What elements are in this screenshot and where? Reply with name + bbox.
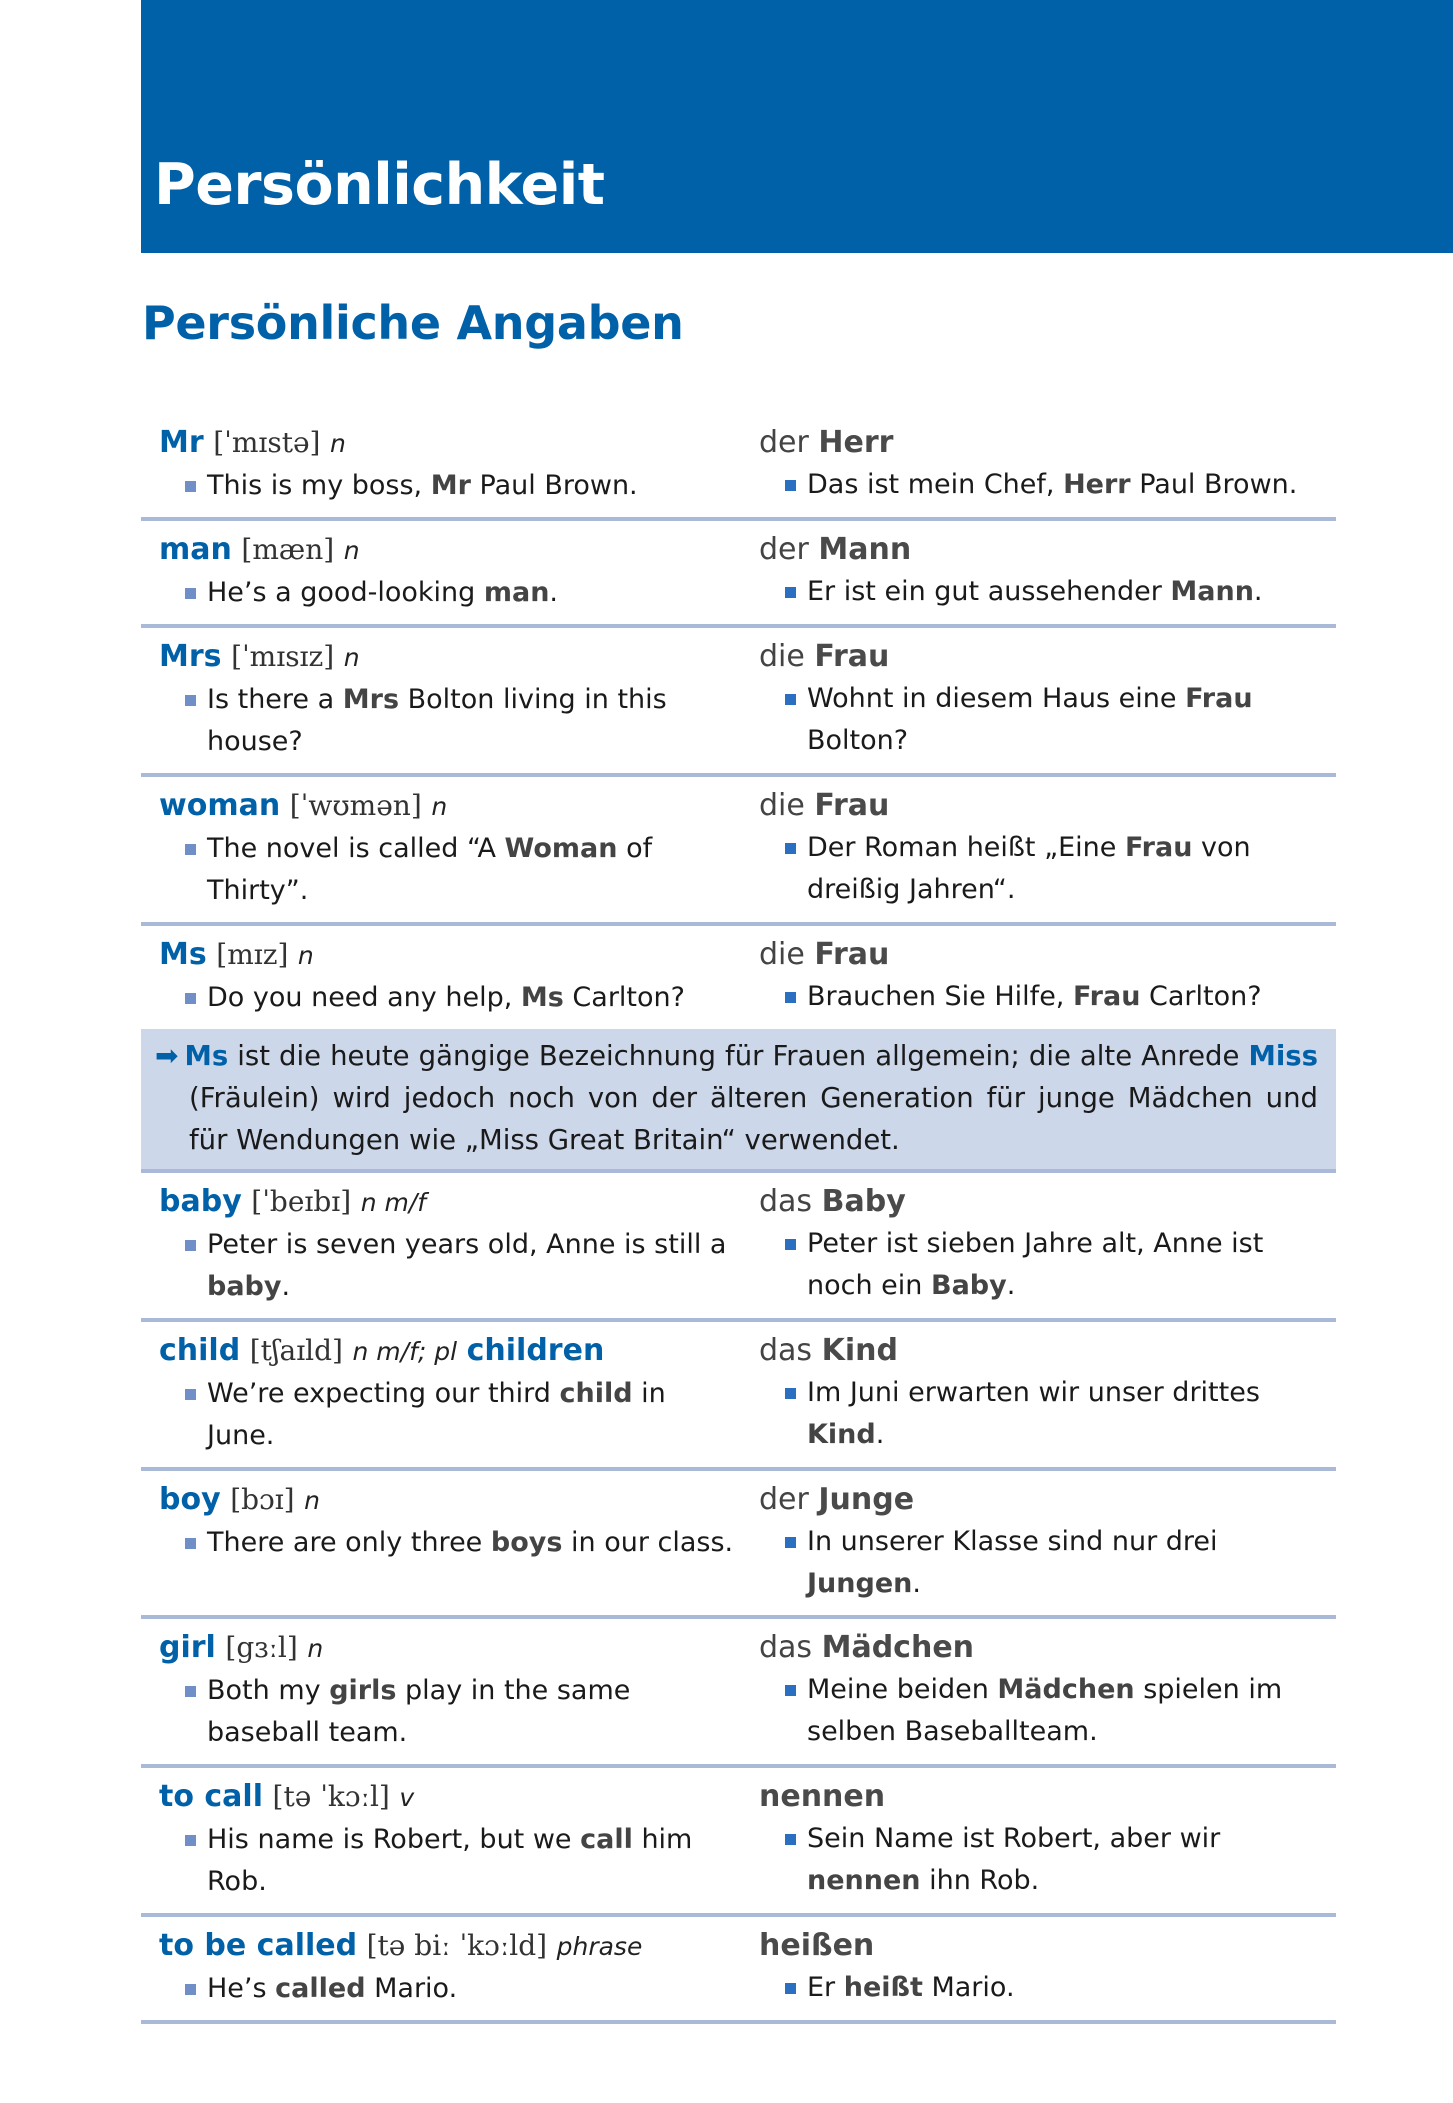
headword: baby: [159, 1184, 242, 1219]
example-sentence: Do you need any help, Ms Carlton?: [207, 982, 685, 1013]
german-column: [751, 422, 1336, 507]
bullet-icon: [185, 844, 196, 855]
pronunciation: [mæn]: [241, 533, 335, 566]
bullet-icon: [785, 1983, 796, 1994]
example-sentence: There are only three boys in our class.: [207, 1527, 734, 1558]
translation: Herr: [818, 425, 894, 460]
translation: Mann: [818, 532, 912, 567]
part-of-speech: n: [304, 1486, 321, 1515]
translation: heißen: [759, 1928, 875, 1963]
example-sentence: Both my girls play in the same baseball team.: [207, 1675, 631, 1748]
usage-note: [141, 1029, 1336, 1173]
headword: Ms: [159, 937, 207, 972]
bullet-icon: [785, 1834, 796, 1845]
pronunciation: [ˈmɪstə]: [213, 426, 321, 459]
bullet-icon: [785, 1537, 796, 1548]
example-translation: Er heißt Mario.: [807, 1972, 1015, 2003]
note-keyword: Ms: [184, 1040, 229, 1072]
vocab-entry: [141, 414, 1336, 521]
translation: Baby: [821, 1184, 906, 1219]
english-column: [141, 636, 751, 763]
part-of-speech: n: [431, 792, 448, 821]
translation: Mädchen: [821, 1630, 975, 1665]
plural-form: children: [466, 1333, 605, 1368]
bullet-icon: [785, 1239, 796, 1250]
headword: Mrs: [159, 639, 222, 674]
translation: Kind: [821, 1333, 898, 1368]
vocab-entry: [141, 628, 1336, 777]
headword: Mr: [159, 425, 204, 460]
bullet-icon: [785, 843, 796, 854]
english-column: [141, 1479, 751, 1605]
german-column: [751, 636, 1336, 763]
note-text: ist die heute gängige Bezeichnung für Frauen allgemein; die alte Anrede: [228, 1040, 1249, 1072]
section-title: Persönliche Angaben: [142, 296, 684, 350]
pronunciation: [mɪz]: [216, 938, 289, 971]
german-column: [751, 1925, 1336, 2010]
vocab-entry: [141, 1322, 1336, 1471]
english-column: [141, 529, 751, 614]
bullet-icon: [185, 1538, 196, 1549]
example-translation: Er ist ein gut aussehender Mann.: [807, 576, 1263, 607]
german-column: [751, 1330, 1336, 1457]
vocab-entry: [141, 1471, 1336, 1619]
vocab-entry: [141, 777, 1336, 926]
headword: girl: [159, 1630, 216, 1665]
part-of-speech: n: [307, 1634, 324, 1663]
article: das: [759, 1630, 813, 1665]
german-column: [751, 785, 1336, 912]
translation: Junge: [818, 1482, 915, 1517]
part-of-speech: phrase: [556, 1932, 643, 1961]
arrow-right-icon: ➡: [155, 1039, 179, 1072]
example-sentence: He’s a good-looking man.: [207, 577, 559, 608]
example-translation: In unserer Klasse sind nur drei Jungen.: [807, 1526, 1218, 1599]
example-translation: Das ist mein Chef, Herr Paul Brown.: [807, 469, 1298, 500]
example-sentence: His name is Robert, but we call him Rob.: [207, 1824, 693, 1897]
bullet-icon: [785, 1388, 796, 1399]
vocab-entry: [141, 1768, 1336, 1917]
english-column: [141, 934, 751, 1019]
article: das: [759, 1333, 813, 1368]
example-sentence: We’re expecting our third child in June.: [207, 1378, 666, 1451]
headword: child: [159, 1333, 241, 1368]
example-translation: Brauchen Sie Hilfe, Frau Carlton?: [807, 981, 1262, 1012]
english-column: [141, 1181, 751, 1308]
bullet-icon: [785, 480, 796, 491]
vocabulary-list: [141, 414, 1336, 2024]
bullet-icon: [185, 695, 196, 706]
bullet-icon: [785, 992, 796, 1003]
english-column: [141, 1330, 751, 1457]
headword: to call: [159, 1779, 263, 1814]
example-sentence: Is there a Mrs Bolton living in this house?: [207, 684, 667, 757]
example-translation: Meine beiden Mädchen spielen im selben Baseballteam.: [807, 1674, 1283, 1747]
bullet-icon: [785, 694, 796, 705]
part-of-speech: n: [297, 941, 314, 970]
example-translation: Der Roman heißt „Eine Frau von dreißig Jahren“.: [807, 832, 1251, 905]
chapter-title: Persönlichkeit: [154, 152, 605, 218]
article: die: [759, 937, 805, 972]
part-of-speech: n m/f; pl: [352, 1337, 458, 1366]
part-of-speech: n m/f: [360, 1188, 427, 1217]
pronunciation: [ˈbeɪbɪ]: [251, 1185, 352, 1218]
german-column: [751, 1776, 1336, 1903]
example-translation: Wohnt in diesem Haus eine Frau Bolton?: [807, 683, 1253, 756]
vocab-entry: [141, 1619, 1336, 1768]
german-column: [751, 934, 1336, 1019]
bullet-icon: [185, 588, 196, 599]
article: der: [759, 425, 809, 460]
english-column: [141, 785, 751, 912]
translation: Frau: [814, 937, 890, 972]
english-column: [141, 422, 751, 507]
example-translation: Im Juni erwarten wir unser drittes Kind.: [807, 1377, 1260, 1450]
example-translation: Sein Name ist Robert, aber wir nennen ihn Rob.: [807, 1823, 1221, 1896]
article: das: [759, 1184, 813, 1219]
pronunciation: [bɔɪ]: [230, 1483, 295, 1516]
bullet-icon: [185, 1984, 196, 1995]
english-column: [141, 1925, 751, 2010]
bullet-icon: [185, 993, 196, 1004]
article: die: [759, 639, 805, 674]
pronunciation: [ˈmɪsɪz]: [231, 640, 335, 673]
german-column: [751, 1627, 1336, 1754]
bullet-icon: [185, 481, 196, 492]
translation: nennen: [759, 1779, 886, 1814]
headword: boy: [159, 1482, 221, 1517]
german-column: [751, 1479, 1336, 1605]
chapter-banner: [141, 0, 1453, 253]
headword: to be called: [159, 1928, 358, 1963]
part-of-speech: v: [399, 1783, 415, 1812]
article: der: [759, 1482, 809, 1517]
bullet-icon: [185, 1389, 196, 1400]
article: die: [759, 788, 805, 823]
pronunciation: [tʃaɪld]: [249, 1334, 343, 1367]
bullet-icon: [785, 1685, 796, 1696]
example-sentence: He’s called Mario.: [207, 1973, 458, 2004]
pronunciation: [tə biː ˈkɔːld]: [366, 1929, 548, 1962]
vocab-entry: [141, 1917, 1336, 2024]
note-text: (Fräulein) wird jedoch noch von der älteren Generation für junge Mädchen und für Wendungen wie „Miss Great Britain“ verwendet.: [189, 1082, 1318, 1156]
pronunciation: [ˈwʊmən]: [289, 789, 422, 822]
translation: Frau: [814, 788, 890, 823]
english-column: [141, 1627, 751, 1754]
part-of-speech: n: [330, 429, 346, 458]
note-keyword: Miss: [1248, 1040, 1318, 1072]
example-sentence: This is my boss, Mr Paul Brown.: [207, 470, 638, 501]
example-sentence: The novel is called “A Woman of Thirty”.: [207, 833, 653, 906]
vocab-entry: [141, 521, 1336, 628]
vocab-entry: [141, 1173, 1336, 1322]
part-of-speech: n: [343, 536, 360, 565]
german-column: [751, 1181, 1336, 1308]
pronunciation: [tə ˈkɔːl]: [272, 1780, 390, 1813]
german-column: [751, 529, 1336, 614]
headword: man: [159, 532, 232, 567]
bullet-icon: [185, 1835, 196, 1846]
translation: Frau: [814, 639, 890, 674]
headword: woman: [159, 788, 281, 823]
english-column: [141, 1776, 751, 1903]
part-of-speech: n: [343, 643, 360, 672]
pronunciation: [gɜːl]: [225, 1631, 298, 1664]
example-translation: Peter ist sieben Jahre alt, Anne ist noch ein Baby.: [807, 1228, 1264, 1301]
article: der: [759, 532, 809, 567]
bullet-icon: [785, 587, 796, 598]
example-sentence: Peter is seven years old, Anne is still a baby.: [207, 1229, 727, 1302]
vocab-entry: [141, 926, 1336, 1029]
bullet-icon: [185, 1240, 196, 1251]
bullet-icon: [185, 1686, 196, 1697]
